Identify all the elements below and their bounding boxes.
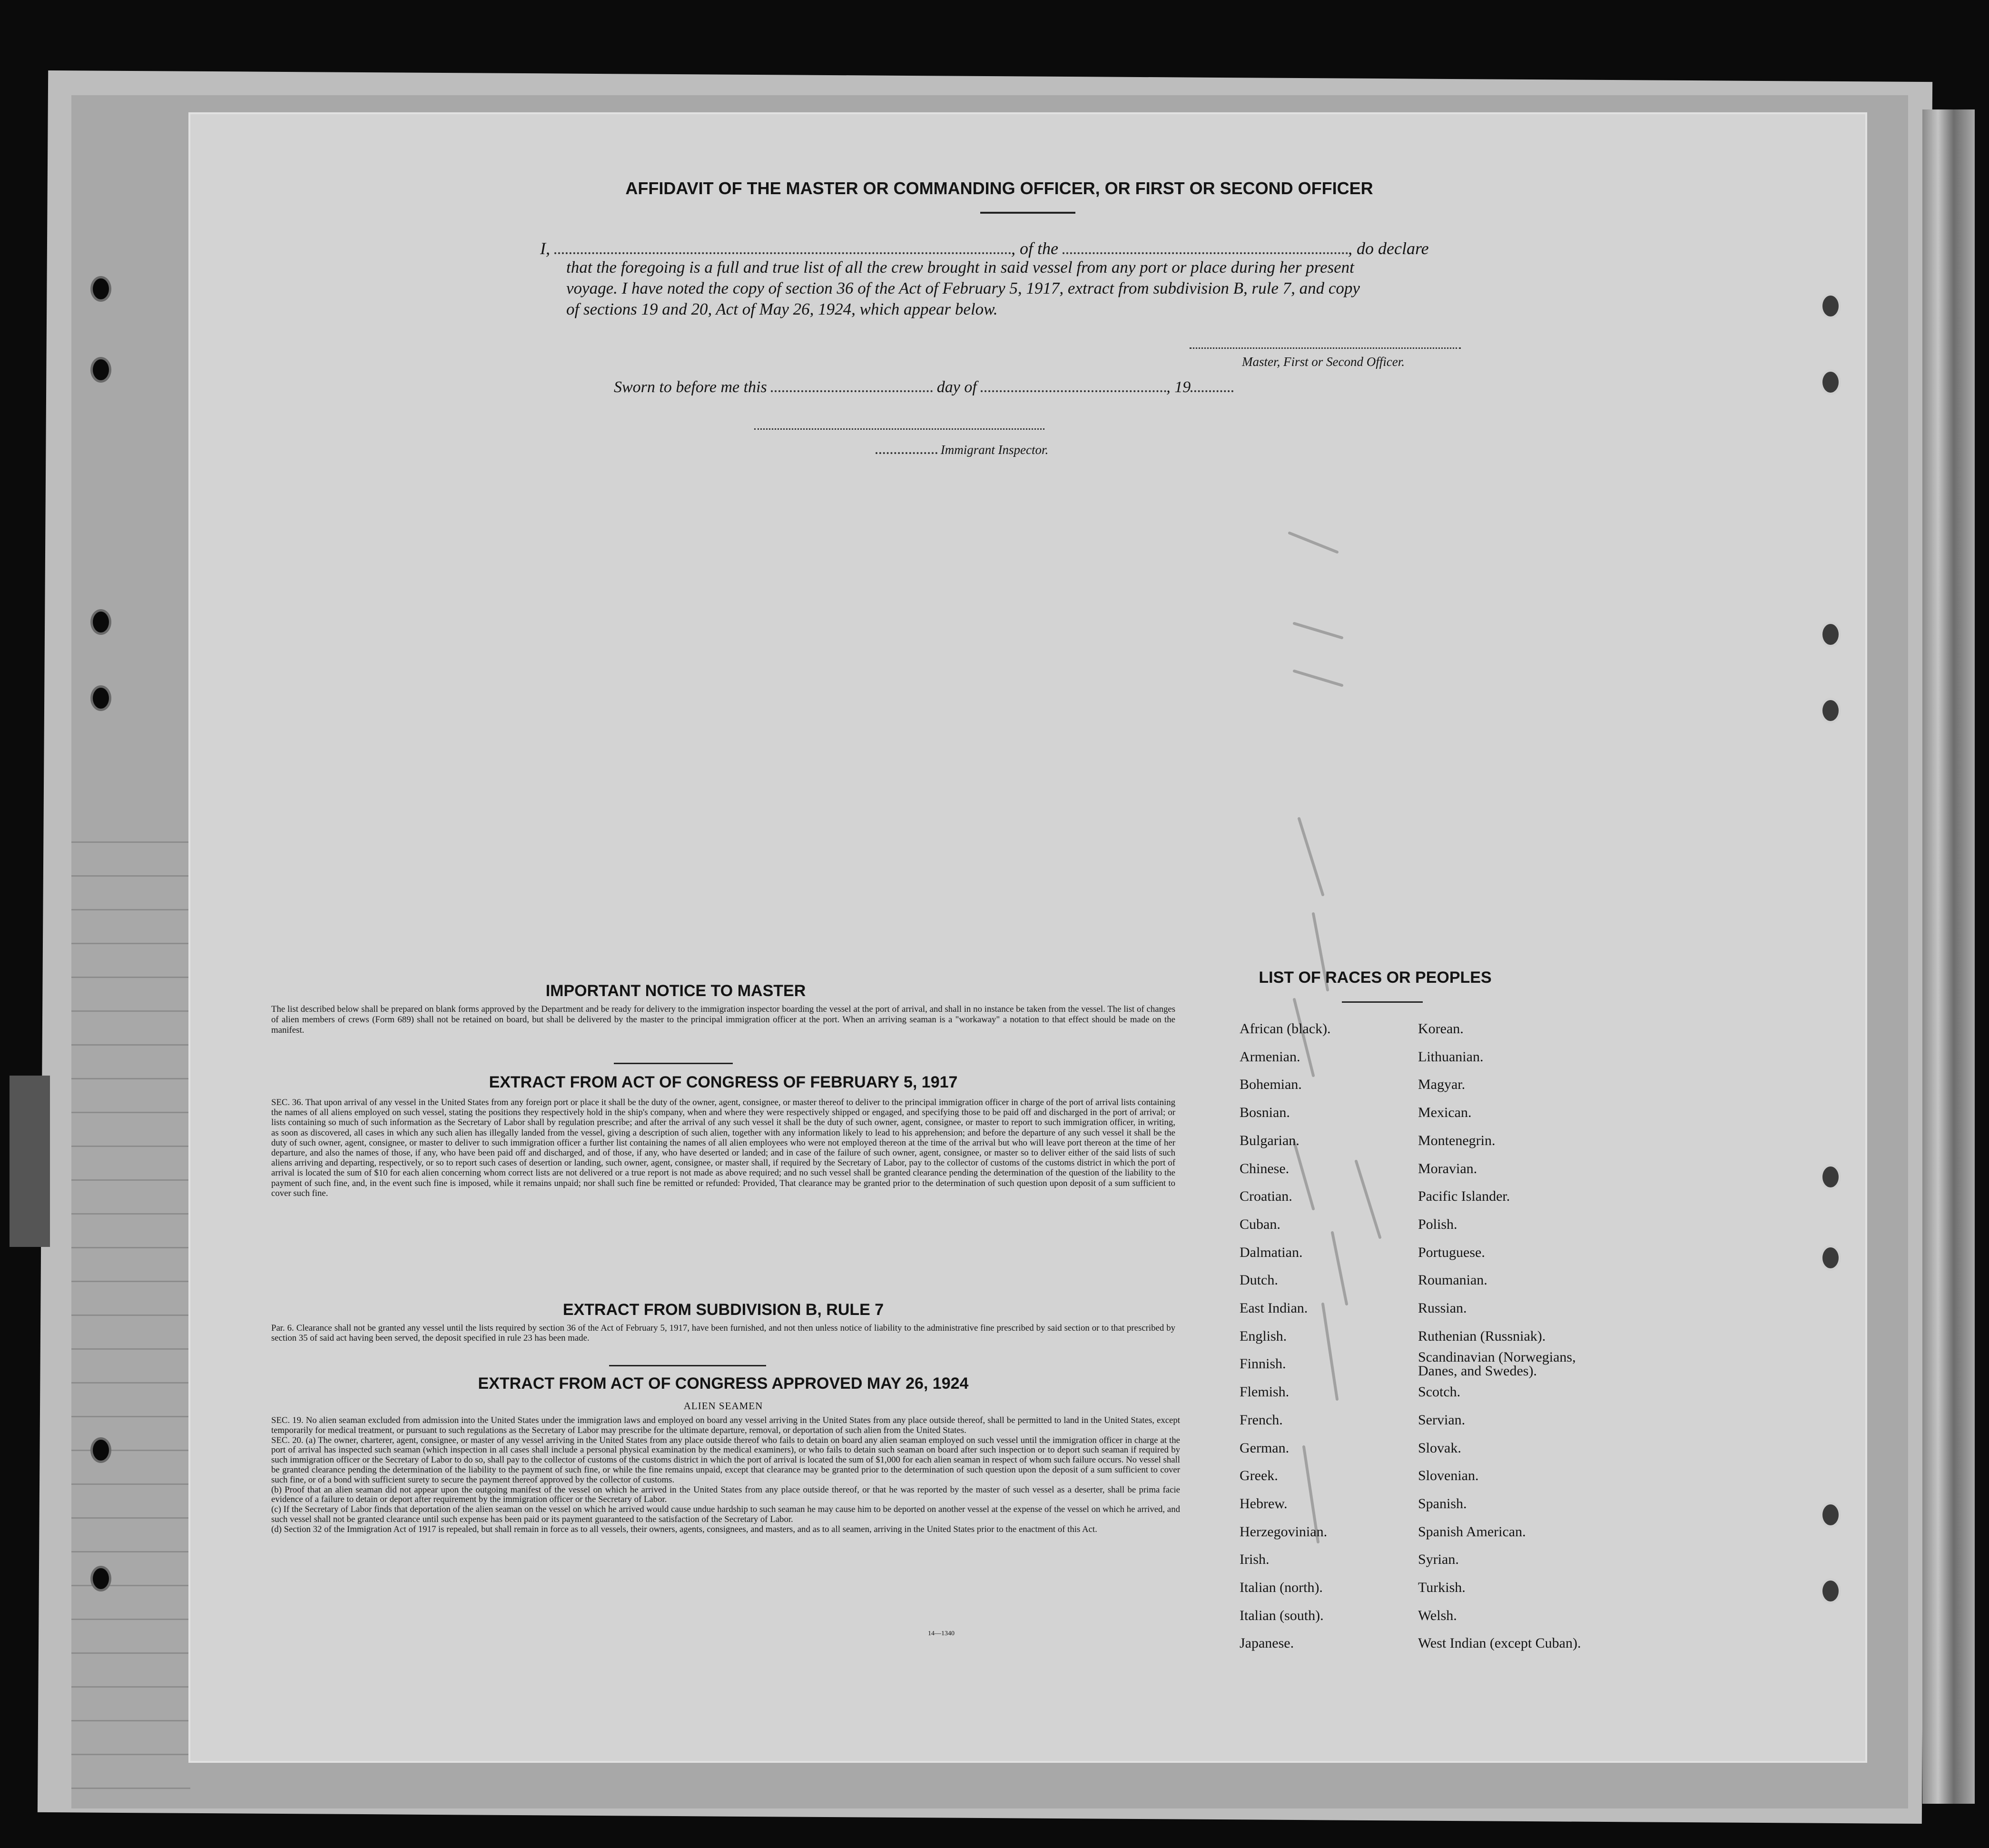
- race-list-item: Mexican.: [1418, 1105, 1472, 1121]
- punch-hole-icon: [1820, 1245, 1841, 1271]
- sec-20b-text: (b) Proof that an alien seaman did not appear upon the outgoing manifest of the vessel on which he arrived in the United States from any place outside thereof, or that he was reported by the master of such vessel as a deserter, shall be prima facie evidence of a failure to detain or deport after requirement by the immigration officer or the Secretary of Labor.: [271, 1484, 1180, 1505]
- inspector-signature-line: [754, 428, 1044, 430]
- declaration-line-4: of sections 19 and 20, Act of May 26, 1924, which appear below.: [566, 300, 998, 318]
- sec-20c-text: (c) If the Secretary of Labor finds that deportation of the alien seaman on the vessel on which he arrived would cause undue hardship to such seaman he may cause him to be deported on another vessel at the expense of the vessel on which he arrived, and such vessel shall not be granted clearance until such expense has been paid or its payment guaranteed to the satisfaction of the Secretary of Labor.: [271, 1504, 1180, 1524]
- race-list-item: Dalmatian.: [1240, 1244, 1303, 1260]
- race-list-item: Polish.: [1418, 1216, 1457, 1232]
- race-list-item: Greek.: [1240, 1468, 1278, 1484]
- notice-title: IMPORTANT NOTICE TO MASTER: [545, 982, 806, 1000]
- punch-hole-icon: [1820, 293, 1841, 319]
- year-label: , 19: [1166, 378, 1191, 396]
- i-label: I,: [540, 239, 550, 258]
- sec-19-text: SEC. 19. No alien seaman excluded from admission into the United States under the immigration laws and employed on board any vessel arriving in the United States from any place outside thereof, shall be permitted to land in the United States, except temporarily for medical treatment, or pursuant to such regulations as the Secretary of Labor may prescribe for the ultimate departure, removal, or deportation of such alien from the United States.: [271, 1415, 1180, 1435]
- race-list-item: Spanish American.: [1418, 1523, 1526, 1540]
- subdivision-b-body: Par. 6. Clearance shall not be granted any vessel until the lists required by section 36 of the Act of February 5, 1917, have been furnished, and not then unless notice of liability to the administrative fine prescribed by said section or to that prescribed by section 35 of said act having been served, the deposit specified in rule 23 has been made.: [271, 1323, 1175, 1343]
- extract-1924-body: [271, 1416, 1180, 1535]
- races-left-column: [1240, 1015, 1392, 1658]
- race-list-item: African (black).: [1240, 1021, 1331, 1037]
- race-list-item: Turkish.: [1418, 1580, 1466, 1596]
- race-list-item: Italian (north).: [1240, 1580, 1323, 1596]
- affidavit-title: AFFIDAVIT OF THE MASTER OR COMMANDING OFFICER, OR FIRST OR SECOND OFFICER: [625, 178, 1373, 198]
- vessel-blank-line: [1063, 247, 1348, 254]
- extract-1924-title: EXTRACT FROM ACT OF CONGRESS APPROVED MAY 26, 1924: [478, 1374, 969, 1393]
- race-list-item: Flemish.: [1240, 1384, 1290, 1400]
- sworn-month-blank: [981, 385, 1166, 392]
- race-list-item: Moravian.: [1418, 1160, 1477, 1176]
- punch-hole-icon: [1820, 698, 1841, 723]
- punch-hole-icon: [90, 1437, 111, 1463]
- notice-body: The list described below shall be prepared on blank forms approved by the Department and be ready for delivery to the immigration inspector boarding the vessel at the port of arrival, and shall in no instance be taken from the vessel. The list of changes of alien members of crews (Form 689) shall not be retained on board, but shall be delivered by the master to the principal immigration officer at the port. When an arriving seaman is a "workaway" a notation to that effect should be made on the manifest.: [271, 1004, 1175, 1035]
- race-list-item: Japanese.: [1240, 1635, 1294, 1651]
- race-list-item: Lithuanian.: [1418, 1048, 1484, 1065]
- punch-hole-icon: [1820, 369, 1841, 395]
- sec-20a-text: SEC. 20. (a) The owner, charterer, agent, consignee, or master of any vessel arriving in the United States from any place outside thereof who fails to detain on board any alien seaman employed on such vessel until the immigration officer in charge at the port of arrival has inspected such seaman (which inspection in all cases shall include a personal physical examination by the medical examiners), or who fails to detain such seaman on board after such inspection or to deport such seaman if required by such immigration officer or the Secretary of Labor to do so, shall pay to the collector of customs of the customs district in which the port of arrival is located the sum of $1,000 for each alien seaman in respect of whom such failure occurs. No vessel shall be granted clearance pending the determination of the liability to the payment of such fine, or while the fine remains unpaid, except that clearance may be granted prior to the determination of such question upon the deposit of a sum sufficient to cover such fine, or of a bond with sufficient surety to secure the payment thereof approved by the collector of customs.: [271, 1435, 1180, 1485]
- race-list-item: Irish.: [1240, 1552, 1270, 1568]
- binder-tab: [10, 1076, 50, 1247]
- section-divider: [614, 1063, 733, 1064]
- declaration-line-1: [540, 238, 1682, 259]
- race-list-item: Servian.: [1418, 1412, 1466, 1428]
- race-list-item: Scandinavian (Norwegians, Danes, and Swedes).: [1418, 1349, 1576, 1379]
- sworn-label: Sworn to before me this: [614, 378, 767, 396]
- punch-hole-icon: [90, 685, 111, 711]
- race-list-item: Pacific Islander.: [1418, 1188, 1510, 1205]
- do-declare-label: , do declare: [1348, 239, 1429, 258]
- section-divider: [609, 1365, 766, 1366]
- extract-1917-title: EXTRACT FROM ACT OF CONGRESS OF FEBRUARY 5, 1917: [489, 1073, 958, 1091]
- punch-hole-icon: [1820, 1502, 1841, 1528]
- race-list-item: Ruthenian (Russniak).: [1418, 1328, 1546, 1344]
- affidavit-form-sheet: [190, 114, 1865, 1761]
- race-list-item: Bulgarian.: [1240, 1132, 1300, 1148]
- punch-hole-icon: [1820, 1578, 1841, 1604]
- inspector-label: Immigrant Inspector.: [940, 443, 1049, 457]
- declaration-line-3: voyage. I have noted the copy of section 36 of the Act of February 5, 1917, extract from subdivision B, rule 7, and copy: [566, 279, 1360, 297]
- punch-hole-icon: [90, 1566, 111, 1591]
- races-title: LIST OF RACES OR PEOPLES: [1259, 968, 1492, 987]
- punch-hole-icon: [90, 357, 111, 383]
- form-number: 14—1340: [928, 1630, 955, 1637]
- race-list-item: Croatian.: [1240, 1188, 1292, 1205]
- races-right-column: [1418, 1015, 1627, 1658]
- races-divider: [1342, 1001, 1423, 1003]
- race-list-item: French.: [1240, 1412, 1283, 1428]
- race-list-item: Italian (south).: [1240, 1607, 1324, 1623]
- sworn-year-blank: [1191, 385, 1233, 392]
- race-list-item: Bosnian.: [1240, 1105, 1290, 1121]
- race-list-item: East Indian.: [1240, 1300, 1308, 1316]
- race-list-item: Hebrew.: [1240, 1495, 1288, 1512]
- race-list-item: Spanish.: [1418, 1495, 1467, 1512]
- race-list-item: Chinese.: [1240, 1160, 1290, 1176]
- extract-1917-body: SEC. 36. That upon arrival of any vessel in the United States from any foreign port or place it shall be the duty of the owner, agent, consignee, or master thereof to deliver to the principal immigration officer in charge of the port of arrival lists containing the names of all aliens employed on such vessel, stating the positions they respectively hold in the ship's company, when and where they were respectively shipped or engaged, and specifying those to be paid off and discharged in the port of arrival; or lists containing so much of such information as the Secretary of Labor shall by regulation prescribe; and after the arrival of any such vessel it shall be the duty of such owner, agent, consignee, or master to report to such immigration officer, in writing, as soon as discovered, all cases in which any such alien has illegally landed from the vessel, giving a description of such alien, together with any information likely to lead to his apprehension; and before the departure of any such vessel it shall be the duty of such owner, agent, consignee, or master to deliver to such immigration officer a further list containing the names of all alien employees who were not employed thereon at the time of the arrival but who will leave port thereon at the time of her departure, and also the names of those, if any, who have been paid off and discharged, and of those, if any, who have deserted or landed; and in case of the failure of such owner, agent, consignee, or master so to deliver either of the said lists of such aliens arriving and departing, respectively, or so to report such cases of desertion or landing, such owner, agent, consignee, or master shall, if required by the Secretary of Labor, pay to the collector of customs of the customs district in which the port of arrival is located the sum of $10 for each alien concerning whom correct lists are not delivered or a true report is not made as above required; and no such vessel shall be granted clearance pending the determination of the question of the liability to the payment of such fine, and, in the event such fine is imposed, while it remains unpaid; nor shall such fine be remitted or refunded: Provided, That clearance may be granted prior to the determination of such question upon deposit of a sum sufficient to cover such fine.: [271, 1097, 1175, 1198]
- race-list-item: Roumanian.: [1418, 1272, 1487, 1288]
- affidavit-declaration: [540, 238, 1682, 259]
- race-list-item: Magyar.: [1418, 1077, 1466, 1093]
- sworn-day-blank: [771, 385, 933, 392]
- race-list-item: Portuguese.: [1418, 1244, 1485, 1260]
- punch-hole-icon: [1820, 622, 1841, 647]
- master-signature-line: [1190, 347, 1461, 349]
- title-divider: [980, 212, 1075, 214]
- underlying-ruled-lines: [71, 809, 190, 1808]
- race-list-item: German.: [1240, 1440, 1290, 1456]
- race-list-item: Dutch.: [1240, 1272, 1278, 1288]
- race-list-item: Cuban.: [1240, 1216, 1280, 1232]
- page-stack-edge: [1922, 109, 1975, 1804]
- race-list-item: Korean.: [1418, 1021, 1464, 1037]
- subdivision-b-title: EXTRACT FROM SUBDIVISION B, RULE 7: [562, 1301, 884, 1319]
- day-of-label: day of: [936, 378, 977, 396]
- race-list-item: Finnish.: [1240, 1356, 1286, 1372]
- race-list-item: West Indian (except Cuban).: [1418, 1635, 1581, 1651]
- master-signature-label: Master, First or Second Officer.: [1242, 355, 1405, 369]
- race-list-item: English.: [1240, 1328, 1287, 1344]
- race-list-item: Herzegovinian.: [1240, 1523, 1328, 1540]
- sworn-line: [614, 378, 1233, 396]
- race-list-item: Scotch.: [1418, 1384, 1461, 1400]
- race-list-item: Syrian.: [1418, 1552, 1459, 1568]
- race-list-item: Montenegrin.: [1418, 1132, 1496, 1148]
- race-list-item: Welsh.: [1418, 1607, 1457, 1623]
- punch-hole-icon: [90, 276, 111, 302]
- of-the-label: , of the: [1011, 239, 1058, 258]
- race-list-item: Slovenian.: [1418, 1468, 1479, 1484]
- declaration-line-2: that the foregoing is a full and true list of all the crew brought in said vessel from any port or place during her present: [566, 258, 1354, 277]
- race-list-item: Bohemian.: [1240, 1077, 1302, 1093]
- inspector-blank: [876, 447, 937, 454]
- extract-1924-subtitle: ALIEN SEAMEN: [683, 1400, 763, 1412]
- race-list-item: Armenian.: [1240, 1048, 1300, 1065]
- punch-hole-icon: [90, 609, 111, 635]
- inspector-line: [876, 443, 1048, 457]
- name-blank-line: [554, 247, 1011, 254]
- race-list-item: Slovak.: [1418, 1440, 1461, 1456]
- sec-20d-text: (d) Section 32 of the Immigration Act of 1917 is repealed, but shall remain in force as to all vessels, their owners, agents, consignees, and masters, and as to all seamen, arriving in the United States prior to the enactment of this Act.: [271, 1524, 1097, 1534]
- punch-hole-icon: [1820, 1164, 1841, 1190]
- race-list-item: Russian.: [1418, 1300, 1467, 1316]
